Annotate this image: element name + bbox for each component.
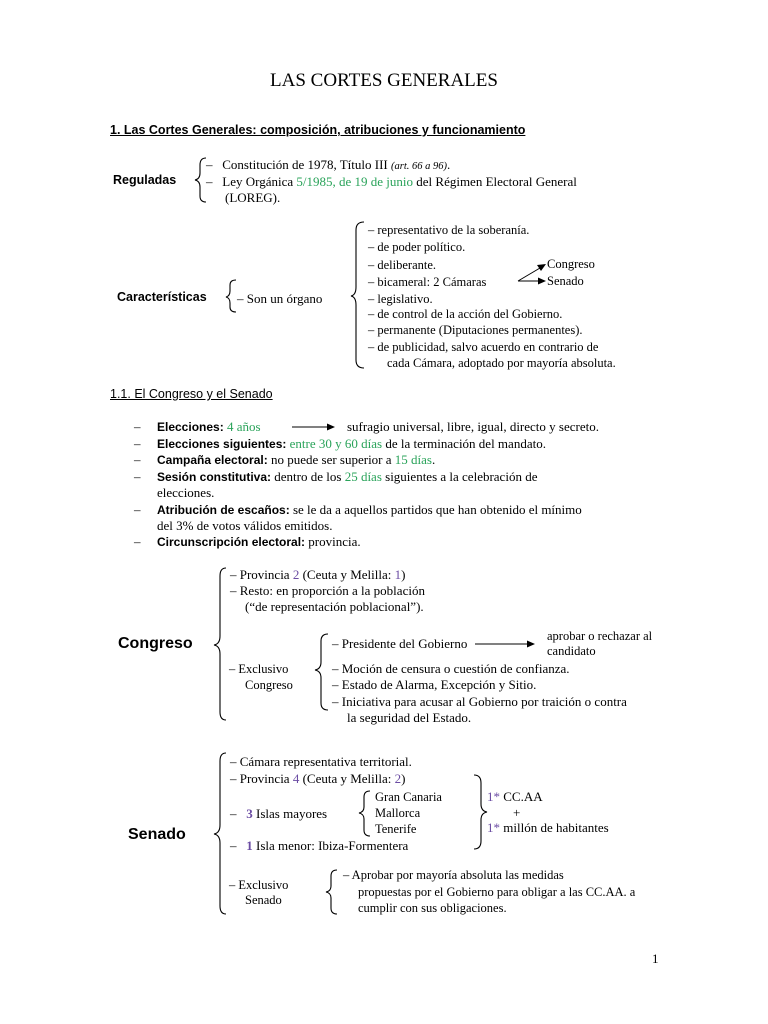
sesion-cont: elecciones. (157, 485, 215, 500)
brace (351, 222, 364, 368)
senado-exclusivo: – Exclusivo (229, 878, 289, 892)
presidente-gobierno: – Presidente del Gobierno (332, 636, 468, 651)
congreso-exclusivo: – Exclusivo (229, 662, 289, 676)
highlight-text: 25 días (344, 469, 382, 484)
isla-item: Gran Canaria (375, 790, 442, 804)
elecciones-line: Elecciones: 4 años (157, 419, 261, 434)
reguladas-item-1: – Constitución de 1978, Título III (art. 66 a 96). (206, 157, 451, 172)
senado-provincia: – Provincia 4 (Ceuta y Melilla: 2) (230, 771, 406, 786)
dash: – (134, 534, 141, 549)
sesion-line: Sesión constitutiva: dentro de los 25 días siguientes a la celebración de (157, 469, 538, 484)
brace (226, 280, 236, 312)
number-text: 1 (246, 838, 253, 853)
highlight-text: 15 días (394, 452, 432, 467)
arrow (518, 268, 540, 281)
millon-habitantes: 1* millón de habitantes (487, 820, 609, 835)
son-un-organo: – Son un órgano (237, 291, 323, 306)
caract-item: – de control de la acción del Gobierno. (368, 307, 563, 321)
page-title: LAS CORTES GENERALES (270, 70, 498, 91)
congreso-exclusivo-2: Congreso (245, 678, 293, 692)
caract-item: – legislativo. (368, 292, 433, 306)
section-heading-1: 1. Las Cortes Generales: composición, atribuciones y funcionamiento (110, 123, 526, 137)
siguientes-line: Elecciones siguientes: entre 30 y 60 días de la terminación del mandato. (157, 436, 546, 451)
highlight-text: entre 30 y 60 días (289, 436, 383, 451)
isla-item: Tenerife (375, 822, 417, 836)
iniciativa: – Iniciativa para acusar al Gobierno por traición o contra (332, 694, 627, 709)
senado-camara: – Cámara representativa territorial. (230, 754, 412, 769)
brace (214, 568, 226, 720)
caract-item: – de poder político. (368, 240, 466, 254)
isla-menor: – 1 Isla menor: Ibiza-Formentera (230, 838, 409, 853)
senado-aprobar-2: propuestas por el Gobierno para obligar a las CC.AA. a (358, 885, 636, 899)
iniciativa-cont: la seguridad del Estado. (347, 710, 472, 725)
caract-item: – deliberante. (368, 258, 437, 272)
islas-mayores: – 3 Islas mayores (230, 806, 328, 821)
caract-item: – representativo de la soberanía. (368, 223, 530, 237)
brace (326, 870, 337, 914)
ccaa-plus: + (513, 805, 521, 820)
caract-item-cont: cada Cámara, adoptado por mayoría absoluta. (387, 356, 616, 370)
senado-exclusivo-2: Senado (245, 893, 282, 907)
reguladas-item-2-cont: (LOREG). (225, 190, 281, 205)
reguladas-item-2: – Ley Orgánica 5/1985, de 19 de junio del Régimen Electoral General (206, 174, 577, 189)
aprobar-rechazar: aprobar o rechazar al (547, 629, 653, 643)
brace (474, 775, 487, 849)
dash: – (134, 502, 141, 517)
senado-aprobar-3: cumplir con sus obligaciones. (358, 901, 507, 915)
number-text: 1 (394, 567, 402, 582)
section-heading-1-1: 1.1. El Congreso y el Senado (110, 387, 273, 401)
circunscripcion-line: Circunscripción electoral: provincia. (157, 534, 361, 549)
arrowhead (538, 278, 546, 285)
arrowhead (327, 424, 335, 431)
brace (214, 753, 226, 914)
senado-aprobar: – Aprobar por mayoría absoluta las medidas (343, 868, 564, 882)
congreso-label: Congreso (118, 635, 193, 652)
senado-label: Senado (128, 826, 186, 843)
congreso-resto-cont: (“de representación poblacional”). (245, 599, 424, 614)
highlight-text: 5/1985, de 19 de junio (296, 174, 414, 189)
dash: – (134, 436, 141, 451)
aprobar-rechazar-2: candidato (547, 644, 596, 658)
number-text: 2 (394, 771, 402, 786)
brace (359, 791, 370, 836)
atribucion-cont: del 3% de votos válidos emitidos. (157, 518, 333, 533)
dash: – (134, 469, 141, 484)
atribucion-line: Atribución de escaños: se le da a aquellos partidos que han obtenido el mínimo (157, 502, 582, 517)
camara-congreso: Congreso (547, 257, 595, 271)
dash: – (134, 452, 141, 467)
number-text: 3 (246, 806, 253, 821)
highlight-text: 4 años (226, 419, 261, 434)
isla-item: Mallorca (375, 806, 421, 820)
congreso-resto: – Resto: en proporción a la población (230, 583, 425, 598)
arrowhead (537, 264, 546, 271)
number-text: 4 (292, 771, 300, 786)
ccaa: 1* CC.AA (487, 789, 543, 804)
caract-item: – permanente (Diputaciones permanentes). (368, 323, 583, 337)
reguladas-label: Reguladas (113, 173, 177, 187)
caract-item: – de publicidad, salvo acuerdo en contrario de (368, 340, 599, 354)
dash: – (134, 419, 141, 434)
mocion-censura: – Moción de censura o cuestión de confianza. (332, 661, 570, 676)
caract-item: – bicameral: 2 Cámaras (368, 275, 487, 289)
brace (315, 634, 328, 710)
arrowhead (527, 641, 535, 648)
elecciones-after: sufragio universal, libre, igual, directo y secreto. (347, 419, 599, 434)
page-number: 1 (652, 951, 659, 966)
brace (195, 158, 206, 202)
number-text: 1* (487, 789, 500, 804)
number-text: 2 (292, 567, 300, 582)
campana-line: Campaña electoral: no puede ser superior a 15 días. (157, 452, 436, 467)
number-text: 1* (487, 820, 500, 835)
camara-senado: Senado (547, 274, 584, 288)
estado-alarma: – Estado de Alarma, Excepción y Sitio. (332, 677, 537, 692)
congreso-provincia: – Provincia 2 (Ceuta y Melilla: 1) (230, 567, 406, 582)
caracteristicas-label: Características (117, 290, 207, 304)
